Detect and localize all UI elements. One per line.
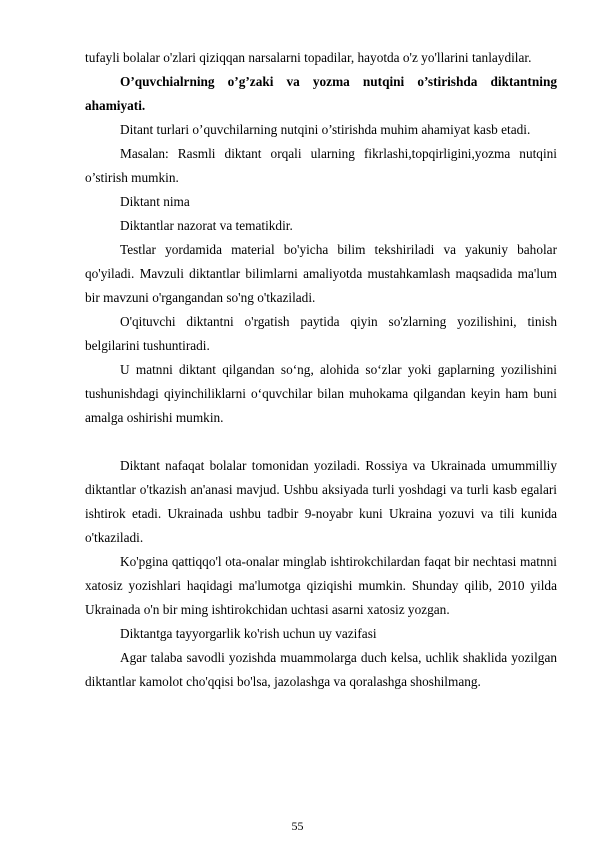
paragraph: Masalan: Rasmli diktant orqali ularning fikrlashi,topqirligini,yozma nutqini o’stirish mumkin.	[85, 146, 557, 185]
paragraph: Testlar yordamida material bo'yicha bilim tekshiriladi va yakuniy baholar qo'yiladi. Mavzuli diktantlar bilimlarni amaliyotda mustahkamlash maqsadida ma'lum bir mavzuni o'rgangandan so'ng o'tkaziladi.	[85, 242, 557, 305]
paragraph-continuation: tufayli bolalar o'zlari qiziqqan narsalarni topadilar, hayotda o'z yo'llarini tanlaydilar.	[85, 50, 532, 65]
paragraph: Ditant turlari o’quvchilarning nutqini o’stirishda muhim ahamiyat kasb etadi.	[120, 122, 531, 137]
paragraph: O'qituvchi diktantni o'rgatish paytida qiyin so'zlarning yozilishini, tinish belgilarini tushuntiradi.	[85, 314, 557, 353]
paragraph: U matnni diktant qilgandan so‘ng, alohida so‘zlar yoki gaplarning yozilishini tushunishdagi qiyinchiliklarni o‘quvchilar bilan muhokama qilgandan keyin ham buni amalga oshirishi mumkin.	[85, 362, 557, 425]
paragraph: Diktant nafaqat bolalar tomonidan yoziladi. Rossiya va Ukrainada umummilliy diktantlar o'tkazish an'anasi mavjud. Ushbu aksiyada turli yoshdagi va turli kasb egalari ishtirok etadi. Ukrainada ushbu tadbir 9-noyabr kuni Ukraina yozuvi va tili kunida o'tkaziladi.	[85, 458, 557, 545]
paragraph: Diktant nima	[120, 194, 190, 209]
page-number: 55	[291, 819, 304, 833]
page-content	[85, 46, 557, 694]
blank-line	[85, 430, 557, 454]
paragraph: Ko'pgina qattiqqo'l ota-onalar minglab ishtirokchilardan faqat bir nechtasi matnni xatosiz yozishlari haqidagi ma'lumotga qiziqishi mumkin. Shunday qilib, 2010 yilda Ukrainada o'n bir ming ishtirokchidan uchtasi asarni xatosiz yozgan.	[85, 554, 557, 617]
paragraph: Agar talaba savodli yozishda muammolarga duch kelsa, uchlik shaklida yozilgan diktantlar kamolot cho'qqisi bo'lsa, jazolashga va qoralashga shoshilmang.	[85, 650, 557, 689]
paragraph: Diktantlar nazorat va tematikdir.	[120, 218, 293, 233]
section-heading: O’quvchialrning o’g’zaki va yozma nutqini o’stirishda diktantning ahamiyati.	[85, 74, 557, 113]
paragraph: Diktantga tayyorgarlik ko'rish uchun uy vazifasi	[120, 626, 377, 641]
